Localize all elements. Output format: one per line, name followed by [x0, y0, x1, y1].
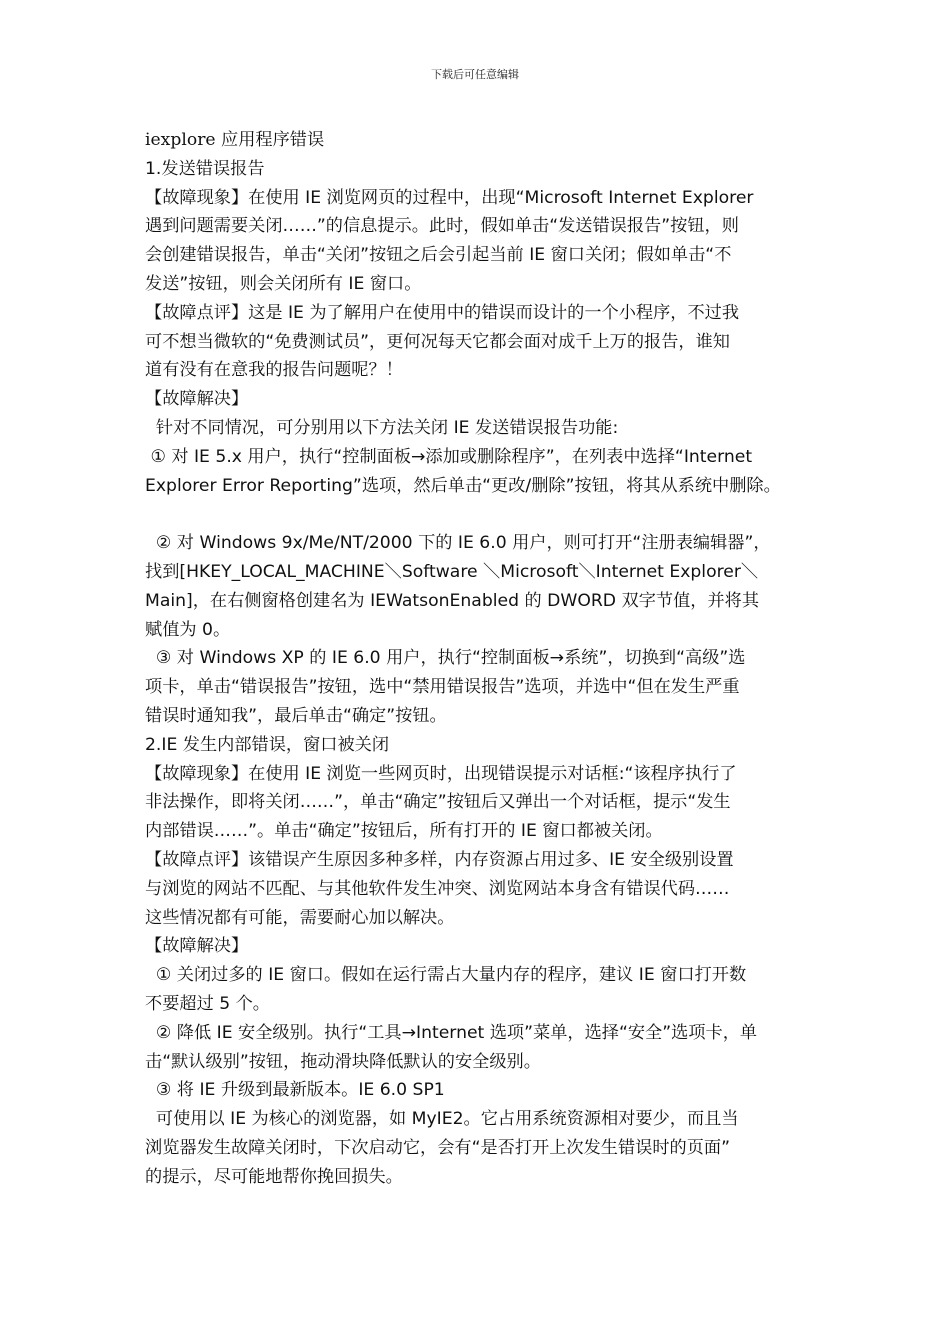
text-line: 的提示，尽可能地帮你挽回损失。 — [145, 1166, 403, 1187]
text-line: 会创建错误报告，单击“关闭”按钮之后会引起当前 IE 窗口关闭；假如单击“不 — [145, 245, 732, 266]
text-line: 这些情况都有可能，需要耐心加以解决。 — [145, 907, 455, 928]
text-line: 不要超过 5 个。 — [145, 993, 270, 1014]
text-line: 与浏览的网站不匹配、与其他软件发生冲突、浏览网站本身含有错误代码…… — [145, 878, 730, 899]
text-line: ① 对 IE 5.x 用户，执行“控制面板→添加或删除程序”，在列表中选择“Internet — [145, 446, 753, 467]
text-line: 道有没有在意我的报告问题呢？！ — [145, 360, 403, 381]
text-line: 击“默认级别”按钮，拖动滑块降低默认的安全级别。 — [145, 1051, 541, 1072]
text-line: 【故障解决】 — [145, 936, 249, 957]
text-line: 可不想当微软的“免费测试员”，更何况每天它都会面对成千上万的报告，谁知 — [145, 331, 730, 352]
text-line: 内部错误……”。单击“确定”按钮后，所有打开的 IE 窗口都被关闭。 — [145, 821, 663, 842]
text-line: 【故障现象】在使用 IE 浏览网页的过程中，出现“Microsoft Internet Explorer — [145, 187, 754, 208]
text-line: 找到[HKEY_LOCAL_MACHINE＼Software ＼Microsoft＼Internet Explorer＼ — [145, 561, 759, 582]
document-title: iexplore 应用程序错误 — [145, 130, 325, 150]
text-line: Explorer Error Reporting”选项，然后单击“更改/删除”按钮，将其从系统中删除。 — [145, 475, 781, 496]
text-line: 可使用以 IE 为核心的浏览器，如 MyIE2。它占用系统资源相对要少，而且当 — [145, 1109, 739, 1130]
text-line: 项卡，单击“错误报告”按钮，选中“禁用错误报告”选项，并选中“但在发生严重 — [145, 677, 740, 698]
section-heading-1: 1.发送错误报告 — [145, 158, 265, 179]
blank-line — [145, 500, 817, 529]
text-line: ③ 将 IE 升级到最新版本。IE 6.0 SP1 — [145, 1080, 445, 1101]
page-header: 下载后可任意编辑 — [431, 68, 519, 81]
text-line: ① 关闭过多的 IE 窗口。假如在运行需占大量内存的程序，建议 IE 窗口打开数 — [145, 965, 747, 986]
text-line: 【故障解决】 — [145, 389, 249, 410]
text-line: 发送”按钮，则会关闭所有 IE 窗口。 — [145, 273, 422, 294]
section-heading-2: 2.IE 发生内部错误，窗口被关闭 — [145, 734, 390, 755]
text-line: ② 对 Windows 9x/Me/NT/2000 下的 IE 6.0 用户，则可打开“注册表编辑器”， — [145, 533, 771, 554]
text-line: 【故障现象】在使用 IE 浏览一些网页时，出现错误提示对话框:“该程序执行了 — [145, 763, 737, 784]
text-line: 浏览器发生故障关闭时，下次启动它，会有“是否打开上次发生错误时的页面” — [145, 1137, 730, 1158]
text-line: 【故障点评】该错误产生原因多种多样，内存资源占用过多、IE 安全级别设置 — [145, 849, 734, 870]
text-line: ③ 对 Windows XP 的 IE 6.0 用户，执行“控制面板→系统”，切换到“高级”选 — [145, 648, 746, 669]
text-line: 非法操作，即将关闭……”，单击“确定”按钮后又弹出一个对话框，提示“发生 — [145, 792, 731, 813]
text-line: 错误时通知我”，最后单击“确定”按钮。 — [145, 705, 447, 726]
document-body — [145, 126, 817, 1191]
text-line: 赋值为 0。 — [145, 619, 231, 640]
text-line: ② 降低 IE 安全级别。执行“工具→Internet 选项”菜单，选择“安全”选项卡，单 — [145, 1022, 758, 1043]
text-line: 遇到问题需要关闭……”的信息提示。此时，假如单击“发送错误报告”按钮，则 — [145, 216, 739, 237]
text-line: 【故障点评】这是 IE 为了解用户在使用中的错误而设计的一个小程序，不过我 — [145, 302, 740, 323]
text-line: 针对不同情况，可分别用以下方法关闭 IE 发送错误报告功能: — [145, 417, 619, 438]
text-line: Main]，在右侧窗格创建名为 IEWatsonEnabled 的 DWORD 双字节值，并将其 — [145, 590, 760, 611]
